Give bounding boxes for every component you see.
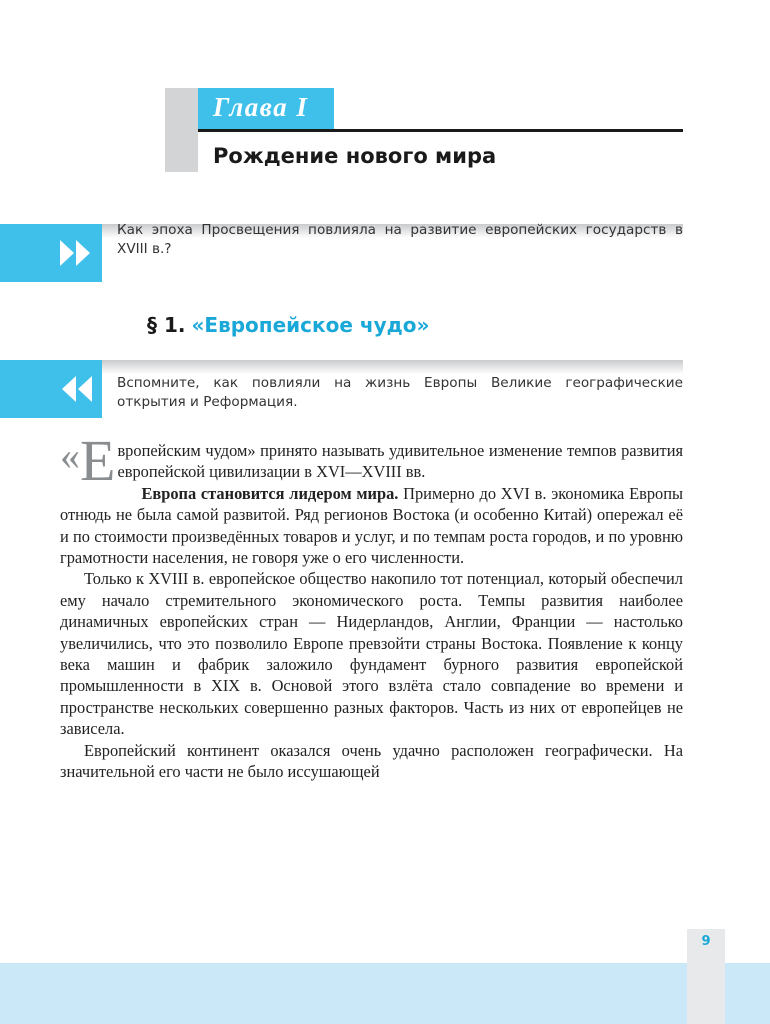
paragraph-1-text: вропейским чудом» принято называть удивительное изменение темпов развития европейской цивилизации в XVI—XVIII вв. xyxy=(117,441,683,482)
page-number: 9 xyxy=(701,934,711,949)
forward-arrows-icon xyxy=(0,224,102,282)
chapter-side-block xyxy=(165,88,198,172)
paragraph-2-heading: Европа становится лидером мира. xyxy=(141,483,399,503)
recall-question-bar xyxy=(102,360,683,374)
paragraph-3: Только к XVIII в. европейское общество накопило тот потенциал, который обеспечил ему начало стремительного экономического роста. Темпы развития наиболее динамичных европейских стран — Нидерландов, Англии, Франции — настолько увеличились, что это позволило Европе превзойти страны Востока. Появление к концу века машин и фабрик заложило фундамент бурного развития европейской промышленности в XIX в. Основой этого взлёта стало совпадение во времени и пространстве нескольких совершенно разных факторов. Часть из них от европейцев не зависела. xyxy=(60,569,683,739)
backward-arrows-icon xyxy=(0,360,102,418)
intro-question-text: Как эпоха Просвещения повлияла на развитие европейских государств в XVIII в.? xyxy=(117,222,683,257)
recall-question-text: Вспомните, как повлияли на жизнь Европы Великие географические открытия и Реформация. xyxy=(117,375,683,410)
section-number: § 1. xyxy=(147,313,186,337)
paragraph-2 xyxy=(60,483,683,569)
section-heading xyxy=(147,313,429,337)
section-title: «Европейское чудо» xyxy=(191,313,430,337)
main-text xyxy=(60,428,683,783)
page-footer xyxy=(0,963,770,1024)
drop-cap: «Е xyxy=(60,428,116,493)
chapter-rule xyxy=(198,129,683,132)
chapter-title: Рождение нового мира xyxy=(213,144,497,168)
paragraph-4: Европейский континент оказался очень удачно расположен географически. На значительной его части не было иссушающей xyxy=(60,740,683,782)
paragraph-2-text: Примерно до XVI в. экономика Европы отнюдь не была самой развитой. Ряд регионов Востока (и особенно Китай) опережал её и по стоимости произведённых товаров и услуг, и по темпам роста городов, и по уровню грамотности населения, не говоря уже о его численности. xyxy=(60,483,683,568)
chapter-label: Глава I xyxy=(213,92,309,122)
